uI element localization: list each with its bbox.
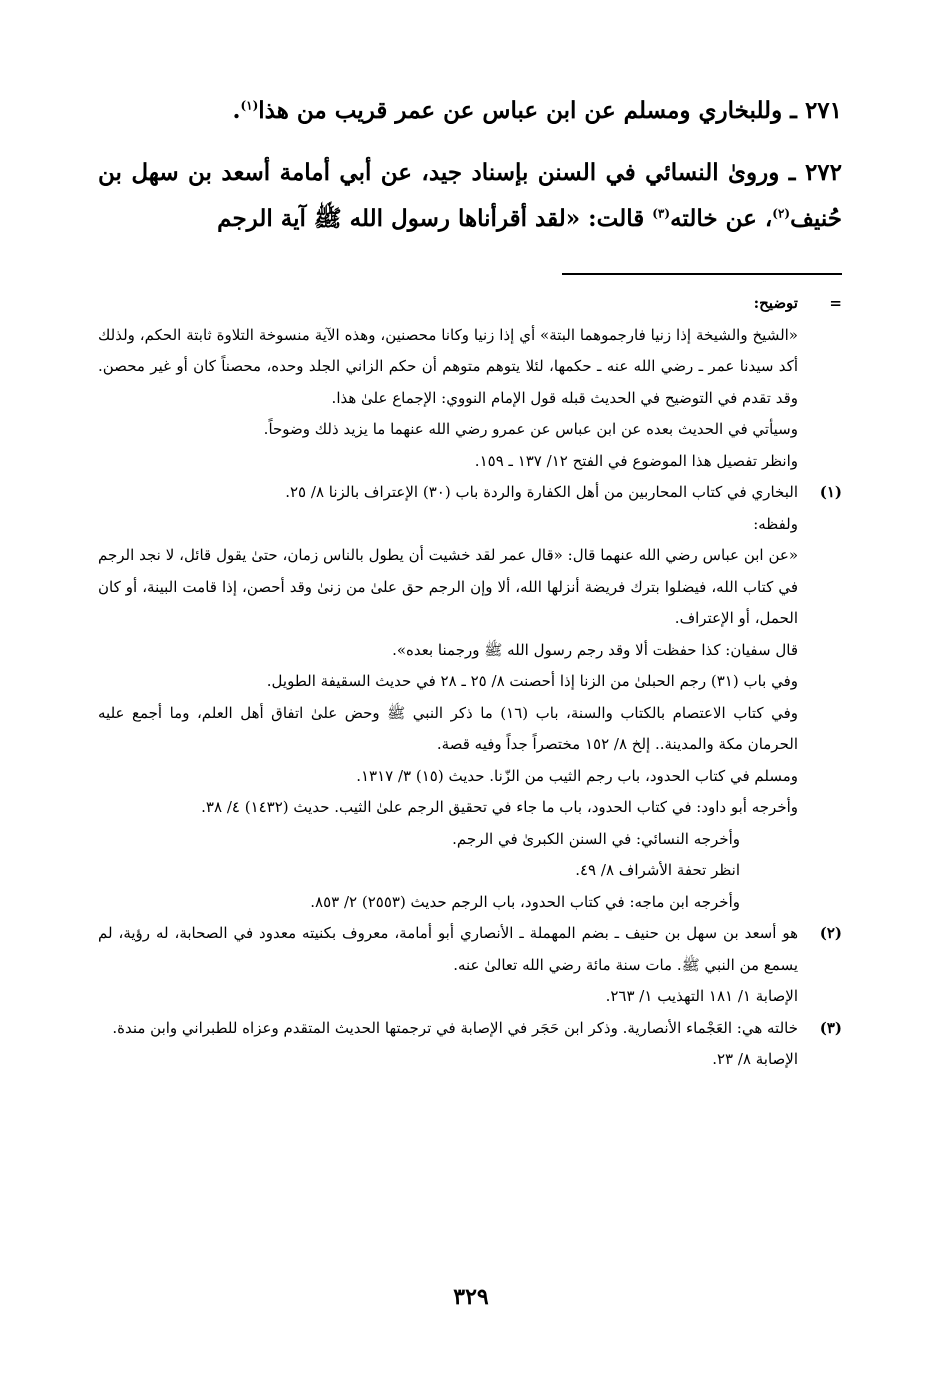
hadith-272-text-b: ، عن خالته: [670, 205, 773, 232]
hadith-272: [98, 150, 842, 242]
footnote-1-line: ولفظه:: [753, 514, 798, 533]
tawdih-note: [98, 288, 842, 477]
footnote-1-line: البخاري في كتاب المحاربين من أهل الكفارة والردة باب (٣٠) الإعتراف بالزنا ٨/ ٢٥.: [285, 483, 798, 501]
hadith-272-text-c: قالت: «لقد أقرأناها رسول الله ﷺ آية الرجم: [217, 205, 653, 232]
footnotes: [98, 288, 842, 1076]
footnote-ref-2: (٢): [772, 206, 791, 221]
hadith-272-text-a: ٢٧٢ ـ وروىٰ النسائي في السنن بإسناد جيد، عن أبي أمامة أسعد بن سهل بن حُنيف: [98, 159, 842, 232]
footnote-2-line: الإصابة ١/ ١٨١ التهذيب ١/ ٢٦٣.: [605, 987, 798, 1005]
tawdih-line: وسيأتي في الحديث بعده عن ابن عباس عن عمرو رضي الله عنهما ما يزيد ذلك وضوحاً.: [263, 420, 798, 438]
tawdih-title: توضيح:: [753, 294, 798, 312]
footnote-2: [98, 918, 842, 1013]
footnote-1-line: «عن ابن عباس رضي الله عنهما قال: «قال عمر لقد خشيت أن يطول بالناس زمان، حتىٰ يقول قائل، لا نجد الرجم في كتاب الله، فيضلوا بترك فريضة أنزلها الله، ألا وإن الرجم حق علىٰ من زنىٰ وقد أحصن، إذا قامت البينة، أو كان الحمل، أو الإعتراف.: [98, 546, 799, 627]
footnote-1-line: وأخرجه النسائي: في السنن الكبرىٰ في الرجم.: [452, 829, 740, 848]
footnote-1-line: ومسلم في كتاب الحدود، باب رجم الثيب من الزّنا. حديث (١٥) ٣/ ١٣١٧.: [356, 766, 798, 785]
footnote-1-line: وأخرجه أبو داود: في كتاب الحدود، باب ما جاء في تحقيق الرجم علىٰ الثيب. حديث (١٤٣٢) ٤/ ٣٨.: [201, 798, 798, 816]
footnote-3-mark: (٣): [819, 1018, 842, 1037]
footnote-3-line: خالته هي: العَجْماء الأنصارية. وذكر ابن حَجَر في الإصابة في ترجمتها الحديث المتقدم وعزاه للطبراني وابن مندة.: [112, 1018, 798, 1037]
footnote-3: [98, 1013, 842, 1076]
footnote-1: [98, 477, 842, 918]
footnote-1-line: قال سفيان: كذا حفظت ألا وقد رجم رسول الله ﷺ ورجمنا بعده».: [392, 640, 798, 659]
footnote-separator: [562, 273, 842, 275]
page-number: ٣٢٩: [453, 1284, 489, 1310]
tawdih-line: «الشيخ والشيخة إذا زنيا فارجموهما البتة» أي إذا زنيا وكانا محصنين، وهذه الآية منسوخة التلاوة ثابتة الحكم، ولذلك أكد سيدنا عمر ـ رضي الله عنه ـ حكمها، لئلا يتوهم متوهم أن حكم الزاني الجلد وحده، محصناً كان أو غير محصن. وقد تقدم في التوضيح في الحديث قبله قول الإمام النووي: الإجماع علىٰ هذا.: [98, 325, 798, 407]
footnote-ref-1: (١): [240, 98, 259, 113]
footnote-2-line: هو أسعد بن سهل بن حنيف ـ بضم المهملة ـ الأنصاري أبو أمامة، معروف بكنيته معدود في الصحابة، له رؤية، لم يسمع من النبي ﷺ. مات سنة مائة رضي الله تعالىٰ عنه.: [98, 924, 798, 974]
footnote-1-line: وفي باب (٣١) رجم الحبلىٰ من الزنا إذا أحصنت ٨/ ٢٥ ـ ٢٨ في حديث السقيفة الطويل.: [266, 672, 798, 690]
hadith-271-text: ٢٧١ ـ وللبخاري ومسلم عن ابن عباس عن عمر قريب من هذا: [258, 97, 842, 124]
footnote-1-line: وأخرجه ابن ماجه: في كتاب الحدود، باب الرجم حديث (٢٥٥٣) ٢/ ٨٥٣.: [310, 892, 740, 911]
main-text: [98, 88, 842, 258]
footnote-2-mark: (٢): [819, 924, 842, 942]
footnote-1-line: وفي كتاب الاعتصام بالكتاب والسنة، باب (١٦) ما ذكر النبي ﷺ وحض علىٰ اتفاق أهل العلم، وما أجمع عليه الحرمان مكة والمدينة.. إلخ ٨/ ١٥٢ مختصراً جداً وفيه قصة.: [98, 703, 799, 753]
hadith-271-end: .: [232, 97, 241, 124]
tawdih-line: وانظر تفصيل هذا الموضوع في الفتح ١٢/ ١٣٧ ـ ١٥٩.: [474, 451, 798, 470]
footnote-1-mark: (١): [819, 483, 842, 501]
footnote-ref-3: (٣): [652, 206, 671, 221]
footnote-1-line: انظر تحفة الأشراف ٨/ ٤٩.: [575, 861, 740, 879]
footnote-3-line: الإصابة ٨/ ٢٣.: [712, 1050, 798, 1068]
continuation-mark: =: [829, 294, 842, 312]
hadith-271: [98, 88, 842, 134]
